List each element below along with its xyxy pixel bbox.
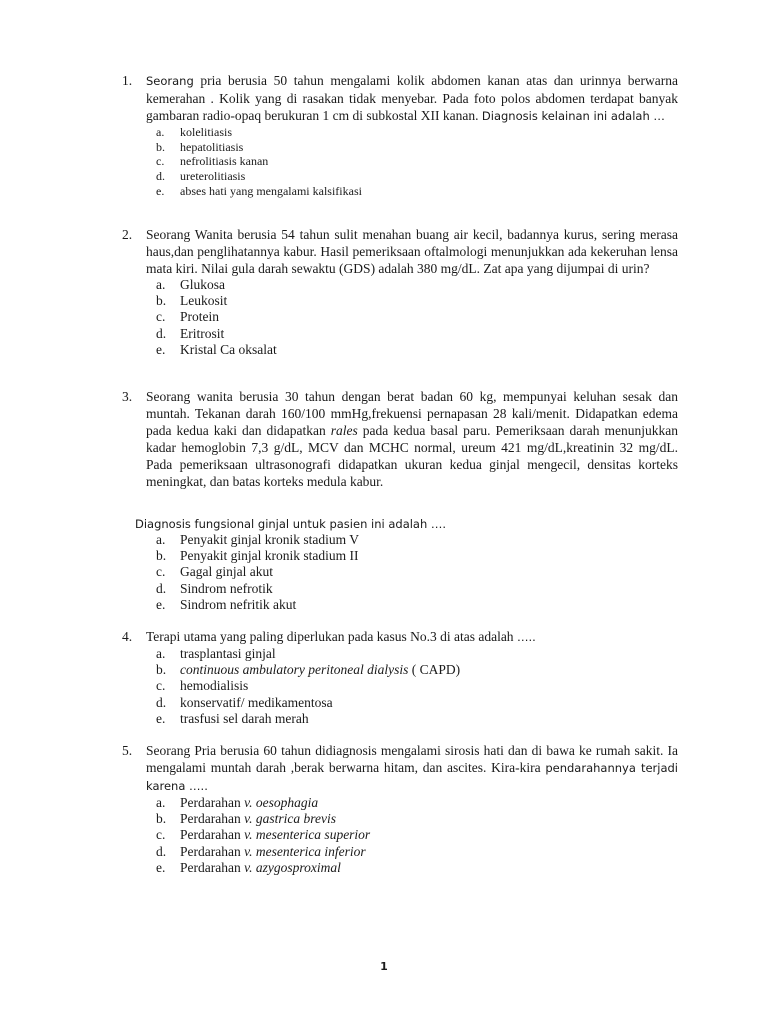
option-letter: b. xyxy=(156,548,167,564)
option-letter: a. xyxy=(156,646,166,661)
option-letter: d. xyxy=(156,843,167,859)
option-letter: c. xyxy=(156,564,166,580)
option-letter: a. xyxy=(156,125,165,139)
option-letter: c. xyxy=(156,827,166,843)
question-3-prompt: Diagnosis fungsional ginjal untuk pasien ini adalah …. xyxy=(135,517,447,531)
option-text: Perdarahan xyxy=(180,795,245,810)
option-text: Eritrosit xyxy=(180,325,225,341)
option-text: trasfusi sel darah merah xyxy=(180,710,309,726)
stem-italic-term: rales xyxy=(330,423,358,438)
option-text: Kristal Ca oksalat xyxy=(180,341,277,357)
option-c[interactable] xyxy=(156,564,678,580)
option-d[interactable] xyxy=(156,326,678,342)
options-list xyxy=(156,532,678,613)
option-c[interactable] xyxy=(156,154,678,169)
option-c[interactable] xyxy=(156,827,678,843)
option-d[interactable] xyxy=(156,169,678,184)
question-stem xyxy=(146,628,678,646)
option-letter: c. xyxy=(156,309,166,325)
question-stem xyxy=(146,742,678,795)
option-text: Leukosit xyxy=(180,293,228,309)
option-text: hemodialisis xyxy=(180,678,249,694)
stem-question: pendarahannya terjadi karena ….. xyxy=(146,761,678,793)
option-letter: d. xyxy=(156,580,167,596)
option-letter: e. xyxy=(156,859,166,875)
question-1 xyxy=(122,72,678,199)
option-text: Perdarahan xyxy=(180,827,245,843)
option-d[interactable] xyxy=(156,695,678,711)
option-e[interactable] xyxy=(156,184,678,199)
question-stem: Seorang Wanita berusia 54 tahun sulit menahan buang air kecil, badannya kurus, sering merasa haus,dan penglihatannya kabur. Hasil pemeriksaan oftalmologi menunjukkan ada kekeruhan lensa mata kiri. Nilai gula darah sewaktu (GDS) adalah 380 mg/dL. Zat apa yang dijumpai di urin? xyxy=(146,227,678,276)
option-text-italic: v. oesophagia xyxy=(244,795,319,810)
option-text: Glukosa xyxy=(180,277,225,292)
option-b[interactable] xyxy=(156,140,678,155)
options-list xyxy=(156,277,678,358)
question-2 xyxy=(122,226,678,358)
option-text: Sindrom nefritik akut xyxy=(180,596,297,612)
option-text: Perdarahan xyxy=(180,811,245,827)
options-list xyxy=(156,646,678,727)
option-a[interactable] xyxy=(156,125,678,140)
option-letter: a. xyxy=(156,277,166,292)
option-letter: b. xyxy=(156,662,167,678)
option-e[interactable] xyxy=(156,711,678,727)
option-text: Penyakit ginjal kronik stadium II xyxy=(180,548,359,564)
option-letter: b. xyxy=(156,293,167,309)
question-3-options xyxy=(122,532,678,613)
option-text-after: ( CAPD) xyxy=(408,662,461,678)
option-d[interactable] xyxy=(156,581,678,597)
question-4 xyxy=(122,628,678,727)
option-a[interactable] xyxy=(156,277,678,293)
option-d[interactable] xyxy=(156,844,678,860)
option-letter: d. xyxy=(156,694,167,710)
option-letter: c. xyxy=(156,154,165,169)
option-e[interactable] xyxy=(156,597,678,613)
option-letter: a. xyxy=(156,795,166,810)
stem-part-1: Seorang wanita berusia 30 tahun dengan berat badan 60 kg, mempunyai keluhan sesak dan muntah. Tekanan darah 160/100 mmHg,frekuensi pernapasan 28 kali/menit. Didapatkan edema pada kedua kaki dan didapatkan xyxy=(146,389,678,438)
option-text: hepatolitiasis xyxy=(180,139,244,154)
option-text-italic: v. mesenterica superior xyxy=(244,827,371,843)
option-b[interactable] xyxy=(156,811,678,827)
question-5 xyxy=(122,742,678,876)
option-text: abses hati yang mengalami kalsifikasi xyxy=(180,183,362,198)
option-text-italic: v. gastrica brevis xyxy=(244,811,336,827)
stem-ellipsis: ….. xyxy=(516,630,536,644)
options-list xyxy=(156,125,678,199)
option-letter: e. xyxy=(156,183,165,198)
option-text-italic: v. mesenterica inferior xyxy=(244,843,366,859)
option-letter: e. xyxy=(156,710,166,726)
option-text: konservatif/ medikamentosa xyxy=(180,694,333,710)
stem-question: Diagnosis kelainan ini adalah … xyxy=(481,109,665,123)
option-letter: e. xyxy=(156,341,166,357)
page-number: 1 xyxy=(380,960,388,973)
option-text-italic: continuous ambulatory peritoneal dialysis xyxy=(180,662,409,678)
option-text: ureterolitiasis xyxy=(180,169,246,184)
option-letter: d. xyxy=(156,325,167,341)
stem-part-2: pada kedua basal paru. Pemeriksaan darah menunjukkan kadar hemoglobin 7,3 g/dL, MCV dan MCHC normal, ureum 421 mg/dL,kreatinin 32 mg/dL. Pada pemeriksaan ultrasonografi didapatkan ukuran kedua ginjal mengecil, densitas korteks meningkat, dan batas korteks medula kabur. xyxy=(146,423,678,489)
option-text: kolelitiasis xyxy=(180,125,232,139)
stem-main: pria berusia 50 tahun mengalami kolik abdomen kanan atas dan urinnya berwarna kemerahan . Kolik yang di rasakan tidak menyebar. Pada foto polos abdomen terdapat banyak gambaran radio-opaq berukuran 1 cm di subkostal XII kanan. xyxy=(146,73,678,123)
option-e[interactable] xyxy=(156,342,678,358)
question-number: 5. xyxy=(122,743,133,758)
option-b[interactable] xyxy=(156,662,678,678)
question-number: 2. xyxy=(122,227,133,242)
option-b[interactable] xyxy=(156,293,678,309)
stem-main: Seorang Pria berusia 60 tahun didiagnosis mengalami sirosis hati dan di bawa ke rumah sakit. Ia mengalami muntah darah ,berak berwarna hitam, dan ascites. Kira-kira xyxy=(146,743,678,775)
option-a[interactable] xyxy=(156,646,678,662)
question-number: 4. xyxy=(122,629,133,644)
option-letter: b. xyxy=(156,139,165,154)
option-letter: a. xyxy=(156,532,166,547)
option-e[interactable] xyxy=(156,860,678,876)
option-letter: d. xyxy=(156,169,165,184)
option-c[interactable] xyxy=(156,309,678,325)
option-b[interactable] xyxy=(156,548,678,564)
option-text: Gagal ginjal akut xyxy=(180,564,273,580)
option-letter: e. xyxy=(156,596,166,612)
question-number: 1. xyxy=(122,73,133,88)
option-text: nefrolitiasis kanan xyxy=(180,154,269,169)
option-text: Sindrom nefrotik xyxy=(180,580,273,596)
stem-lead: Seorang xyxy=(146,74,194,88)
options-list xyxy=(156,795,678,876)
question-stem xyxy=(146,72,678,125)
option-c[interactable] xyxy=(156,678,678,694)
option-text: trasplantasi ginjal xyxy=(180,646,276,661)
option-text: Penyakit ginjal kronik stadium V xyxy=(180,532,359,547)
option-text-italic: v. azygosproximal xyxy=(244,859,341,875)
question-number: 3. xyxy=(122,389,133,404)
option-text: Perdarahan xyxy=(180,859,245,875)
option-text: Protein xyxy=(180,309,219,325)
option-letter: c. xyxy=(156,678,166,694)
question-3 xyxy=(122,388,678,490)
question-stem xyxy=(146,388,678,490)
option-a[interactable] xyxy=(156,795,678,811)
option-letter: b. xyxy=(156,811,167,827)
option-a[interactable] xyxy=(156,532,678,548)
stem-main: Terapi utama yang paling diperlukan pada kasus No.3 di atas adalah xyxy=(146,629,517,644)
option-text: Perdarahan xyxy=(180,843,245,859)
